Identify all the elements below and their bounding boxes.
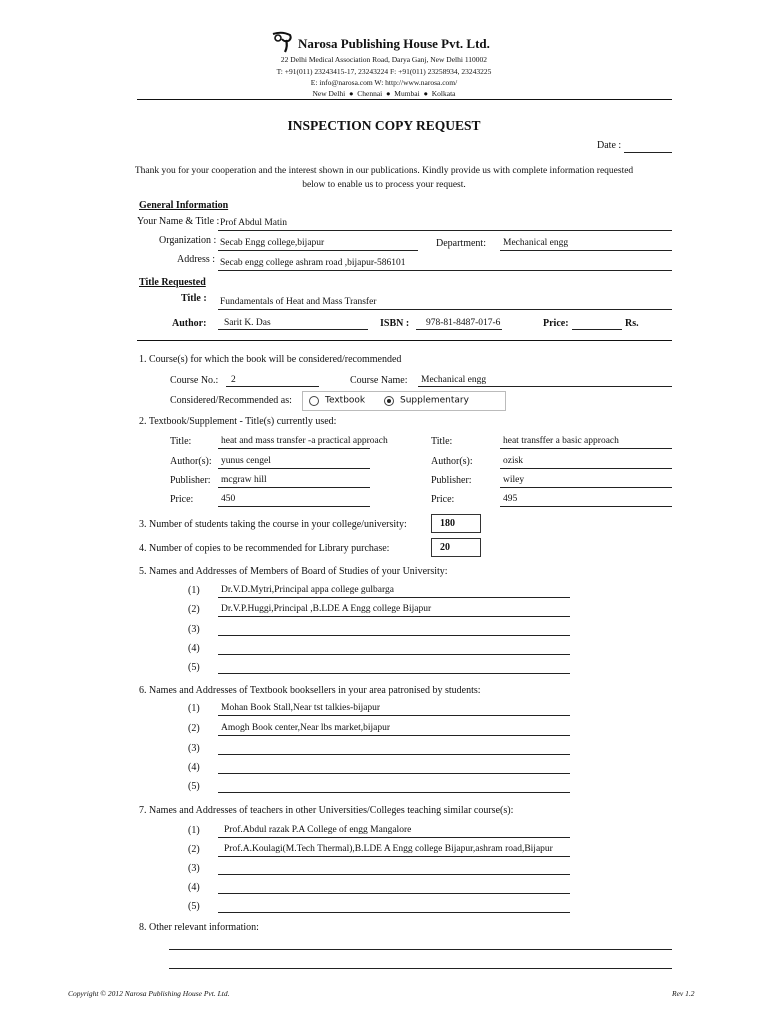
q6-item-field[interactable]: Mohan Book Stall,Near tst talkies-bijapur: [221, 703, 381, 713]
right-authors-field[interactable]: ozisk: [503, 456, 524, 466]
q7-item-number: (3): [188, 863, 200, 874]
right-price-field[interactable]: 495: [503, 494, 518, 504]
isbn-underline: [416, 329, 502, 330]
q6-item-number: (1): [188, 703, 200, 714]
q5-item-number: (2): [188, 604, 200, 615]
left-authors-field[interactable]: yunus cengel: [221, 456, 271, 466]
right-price-label: Price:: [431, 494, 455, 505]
students-count-field[interactable]: 180: [431, 514, 481, 533]
left-title-field[interactable]: heat and mass transfer -a practical approach: [221, 436, 388, 446]
section-divider: [137, 340, 672, 341]
radio-unchecked-icon: [309, 396, 319, 406]
date-underline: [624, 152, 672, 153]
intro-text-1: Thank you for your cooperation and the interest shown in our publications. Kindly provide us with complete information requested: [134, 166, 634, 176]
q6-item-underline: [218, 773, 570, 774]
q6-item-number: (2): [188, 723, 200, 734]
city: Kolkata: [431, 89, 456, 98]
q7-item-number: (4): [188, 882, 200, 893]
organization-field[interactable]: Secab Engg college,bijapur: [220, 238, 325, 248]
left-title-underline: [218, 448, 370, 449]
city: Chennai: [357, 89, 383, 98]
address-field[interactable]: Secab engg college ashram road ,bijapur-586101: [220, 258, 406, 268]
q7-item-number: (2): [188, 844, 200, 855]
q5-text: 5. Names and Addresses of Members of Board of Studies of your University:: [139, 566, 448, 577]
textbook-option-label: Textbook: [325, 395, 366, 406]
left-publisher-field[interactable]: mcgraw hill: [221, 475, 267, 485]
textbook-radio[interactable]: [309, 395, 365, 406]
publisher-name: Narosa Publishing House Pvt. Ltd.: [298, 36, 490, 51]
organization-label: Organization :: [159, 235, 217, 246]
q7-item-number: (1): [188, 825, 200, 836]
header-divider: [137, 99, 672, 100]
name-underline: [218, 230, 672, 231]
right-publisher-label: Publisher:: [431, 475, 472, 486]
q1-text: 1. Course(s) for which the book will be considered/recommended: [139, 354, 402, 365]
left-price-label: Price:: [170, 494, 194, 505]
q5-item-number: (1): [188, 585, 200, 596]
course-no-field[interactable]: 2: [231, 375, 236, 385]
q6-text: 6. Names and Addresses of Textbook booksellers in your area patronised by students:: [139, 685, 481, 696]
q7-item-field[interactable]: Prof.A.Koulagi(M.Tech Thermal),B.LDE A Engg college Bijapur,ashram road,Bijapur: [224, 844, 553, 854]
title-underline: [218, 309, 672, 310]
q4-text: 4. Number of copies to be recommended for Library purchase:: [139, 543, 390, 554]
q7-item-underline: [218, 837, 570, 838]
q2-text: 2. Textbook/Supplement - Title(s) currently used:: [139, 416, 337, 427]
left-title-label: Title:: [170, 436, 192, 447]
left-authors-underline: [218, 468, 370, 469]
author-underline: [218, 329, 368, 330]
q7-item-field[interactable]: Prof.Abdul razak P.A College of engg Mangalore: [224, 825, 412, 835]
q6-item-underline: [218, 735, 570, 736]
q6-item-number: (4): [188, 762, 200, 773]
course-name-underline: [418, 386, 672, 387]
right-title-field[interactable]: heat transffer a basic approach: [503, 436, 619, 446]
q6-item-number: (5): [188, 781, 200, 792]
left-authors-label: Author(s):: [170, 456, 212, 467]
q6-item-number: (3): [188, 743, 200, 754]
copyright-text: Copyright © 2012 Narosa Publishing House Pvt. Ltd.: [68, 989, 230, 998]
city: New Delhi: [312, 89, 346, 98]
name-field[interactable]: Prof Abdul Matin: [220, 218, 288, 228]
date-label: Date :: [597, 140, 622, 151]
q5-item-number: (4): [188, 643, 200, 654]
author-field[interactable]: Sarit K. Das: [224, 318, 271, 328]
q5-item-underline: [218, 635, 570, 636]
q6-item-underline: [218, 754, 570, 755]
right-price-underline: [500, 506, 672, 507]
bullet-icon: ●: [421, 89, 430, 98]
rs-label: Rs.: [625, 318, 639, 329]
left-price-underline: [218, 506, 370, 507]
other-info-line-2[interactable]: [169, 968, 672, 969]
right-authors-underline: [500, 468, 672, 469]
q5-item-number: (3): [188, 624, 200, 635]
course-name-field[interactable]: Mechanical engg: [421, 375, 487, 385]
right-authors-label: Author(s):: [431, 456, 473, 467]
supplementary-radio[interactable]: [384, 395, 469, 406]
department-field[interactable]: Mechanical engg: [503, 238, 569, 248]
q6-item-underline: [218, 792, 570, 793]
q5-item-underline: [218, 654, 570, 655]
q5-item-field[interactable]: Dr.V.P.Huggi,Principal ,B.LDE A Engg college Bijapur: [221, 604, 432, 614]
right-publisher-underline: [500, 487, 672, 488]
department-label: Department:: [436, 238, 486, 249]
city: Mumbai: [394, 89, 420, 98]
bullet-icon: ●: [347, 89, 356, 98]
author-label: Author:: [172, 318, 207, 329]
other-info-line-1[interactable]: [169, 949, 672, 950]
right-title-underline: [500, 448, 672, 449]
q8-text: 8. Other relevant information:: [139, 922, 259, 933]
radio-checked-icon: [384, 396, 394, 406]
considered-label: Considered/Recommended as:: [170, 395, 292, 406]
q7-item-underline: [218, 874, 570, 875]
q7-item-underline: [218, 912, 570, 913]
q5-item-field[interactable]: Dr.V.D.Mytri,Principal appa college gulbarga: [221, 585, 394, 595]
price-label: Price:: [543, 318, 569, 329]
q7-item-underline: [218, 893, 570, 894]
publisher-address: 22 Delhi Medical Association Road, Darya Ganj, New Delhi 110002: [280, 55, 488, 64]
logo-icon: [270, 31, 294, 53]
department-underline: [500, 250, 672, 251]
general-info-heading: General Information: [139, 200, 229, 211]
revision-text: Rev 1.2: [672, 989, 695, 998]
name-label: Your Name & Title :: [137, 216, 220, 227]
bullet-icon: ●: [384, 89, 393, 98]
supplementary-option-label: Supplementary: [400, 395, 469, 406]
left-price-field[interactable]: 450: [221, 494, 236, 504]
right-title-label: Title:: [431, 436, 453, 447]
q3-text: 3. Number of students taking the course in your college/university:: [139, 519, 407, 530]
left-publisher-underline: [218, 487, 370, 488]
isbn-field[interactable]: 978-81-8487-017-6: [426, 318, 501, 328]
q6-item-underline: [218, 715, 570, 716]
course-name-label: Course Name:: [350, 375, 408, 386]
organization-underline: [218, 250, 418, 251]
course-no-label: Course No.:: [170, 375, 219, 386]
intro-text-2: below to enable us to process your request.: [302, 180, 466, 190]
isbn-label: ISBN :: [380, 318, 410, 329]
title-label: Title :: [181, 293, 207, 304]
q7-item-underline: [218, 856, 570, 857]
price-underline: [572, 329, 622, 330]
course-no-underline: [226, 386, 319, 387]
publisher-logo: [270, 31, 294, 53]
q5-item-underline: [218, 673, 570, 674]
q5-item-number: (5): [188, 662, 200, 673]
q5-item-underline: [218, 616, 570, 617]
library-copies-field[interactable]: 20: [431, 538, 481, 557]
title-field[interactable]: Fundamentals of Heat and Mass Transfer: [220, 297, 377, 307]
address-label: Address :: [177, 254, 216, 265]
publisher-cities: [0, 89, 768, 98]
q7-item-number: (5): [188, 901, 200, 912]
form-title: INSPECTION COPY REQUEST: [287, 118, 481, 133]
publisher-email-web: E: info@narosa.com W: http://www.narosa.com/: [310, 78, 458, 87]
title-requested-heading: Title Requested: [139, 277, 206, 288]
publisher-phone: T: +91(011) 23243415-17, 23243224 F: +91(011) 23258934, 23243225: [276, 67, 492, 76]
q5-item-underline: [218, 597, 570, 598]
address-underline: [218, 270, 672, 271]
right-publisher-field[interactable]: wiley: [503, 475, 525, 485]
q6-item-field[interactable]: Amogh Book center,Near lbs market,bijapur: [221, 723, 390, 733]
left-publisher-label: Publisher:: [170, 475, 211, 486]
q7-text: 7. Names and Addresses of teachers in other Universities/Colleges teaching similar course(s):: [139, 805, 514, 816]
